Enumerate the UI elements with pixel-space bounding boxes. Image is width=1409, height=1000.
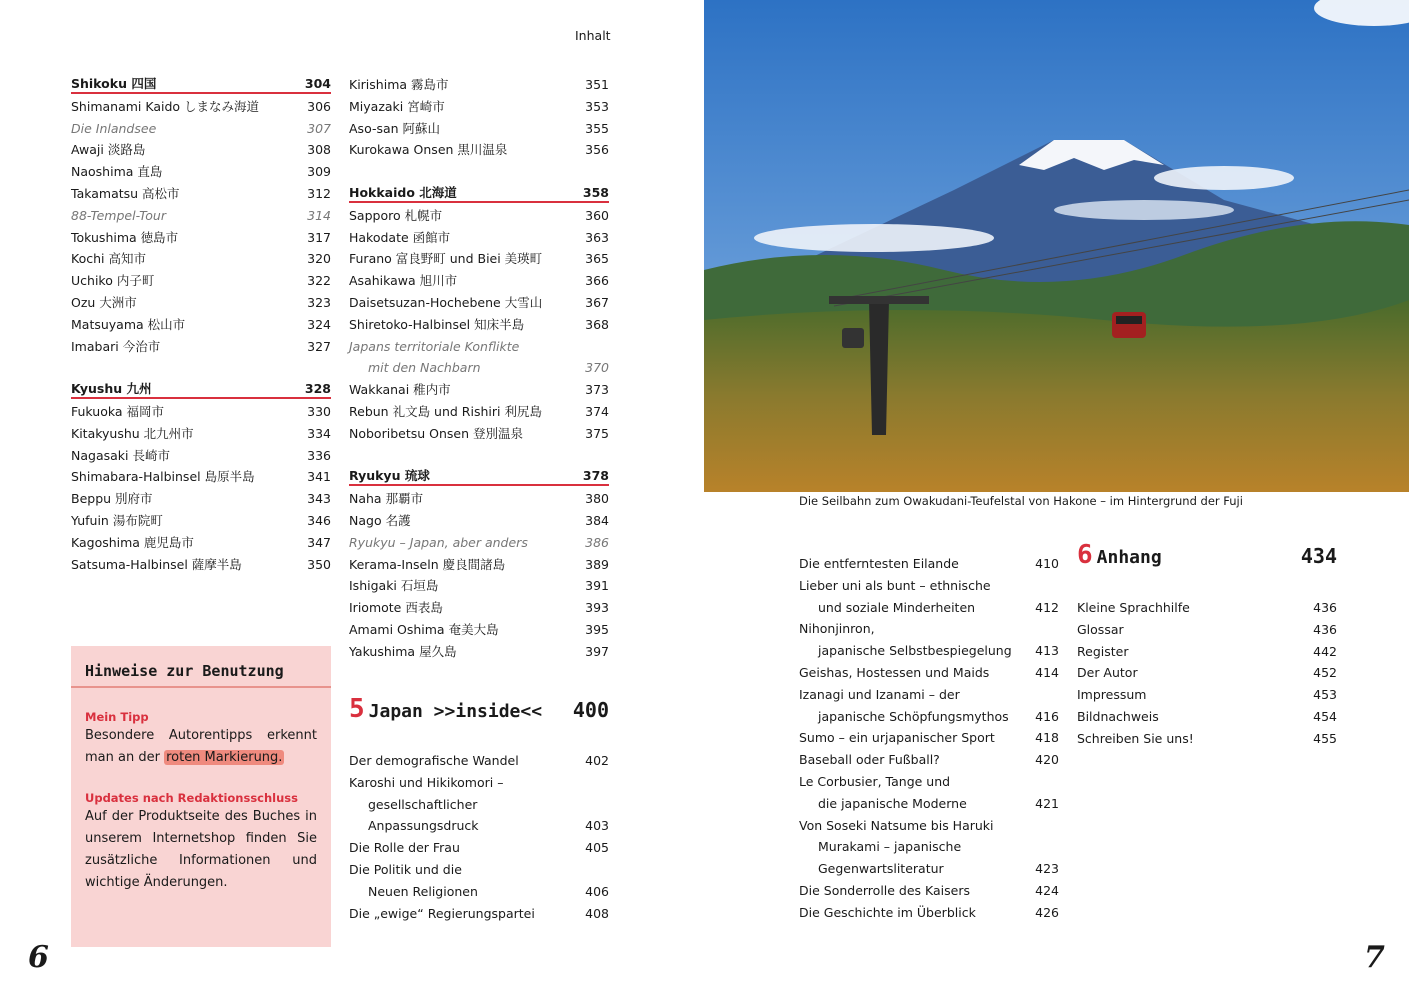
toc-entry-title: Kirishima 霧島市 [349,77,449,92]
toc-entry-title: japanische Selbstbespiegelung [818,643,1012,659]
toc-entry-title: japanische Schöpfungsmythos [818,708,1009,724]
toc-section-heading [349,466,609,486]
toc-entry [799,618,1059,640]
toc-entry-page: 405 [585,840,609,856]
toc-entry-page: 324 [307,316,331,332]
toc-entry-title: und soziale Minderheiten [818,599,976,615]
toc-entry-page: 442 [1313,643,1337,659]
toc-entry-page: 408 [585,905,609,921]
toc-entry [349,619,609,641]
toc-entry-page: 436 [1313,600,1337,615]
toc-entry [71,445,331,467]
toc-entry [799,553,1059,575]
toc-entry-page: 330 [307,403,331,419]
toc-entry-title: Tokushima 徳島市 [71,229,179,245]
toc-entry-page: 423 [1035,861,1059,877]
toc-entry-page: 374 [585,403,609,419]
toc-entry-title: Die entferntesten Eilande [799,556,959,571]
toc-entry [349,488,609,510]
toc-entry [349,270,609,292]
toc-entry-title: Beppu 別府市 [71,491,153,507]
toc-list [349,750,609,924]
toc-entry-title: Die Inlandsee [71,120,157,136]
running-header: Inhalt [575,28,611,43]
toc-entry-page: 355 [585,120,609,136]
toc-entry-title: Sapporo 札幌市 [349,207,443,223]
toc-entry-title: Sumo – ein urjapanischer Sport [799,730,995,746]
chapter-5-heading [349,694,609,724]
toc-entry-page: 343 [307,491,331,507]
toc-entry-title: Awaji 淡路島 [71,142,146,158]
toc-entry-title: Daisetsuzan-Hochebene 大雪山 [349,294,543,310]
tip-text-part: Besondere Autorentipps erkennt man an der [85,728,317,765]
toc-entry-title: Shikoku 四国 [71,76,157,91]
toc-entry-title: Uchiko 内子町 [71,273,155,289]
toc-entry-title: Register [1077,643,1129,659]
chapter-6-heading [1077,540,1337,570]
toc-entry-page: 403 [585,818,609,834]
toc-entry-page: 307 [307,120,331,136]
toc-entry [1077,641,1337,663]
toc-entry-title: Kagoshima 鹿児島市 [71,534,194,550]
toc-entry-page: 373 [585,382,609,398]
toc-entry-title: Von Soseki Natsume bis Haruki [799,817,994,833]
toc-entry-page: 351 [585,77,609,92]
toc-entry [349,314,609,336]
toc-entry [799,575,1059,597]
toc-entry-page: 353 [585,98,609,114]
toc-entry-title: Wakkanai 稚内市 [349,382,451,398]
toc-entry [349,118,609,140]
toc-entry [1077,662,1337,684]
toc-entry-page: 360 [585,207,609,223]
toc-entry-page: 306 [307,98,331,114]
toc-entry [799,684,1059,706]
red-marker-highlight: roten Markierung. [166,750,283,765]
toc-entry [71,532,331,554]
toc-entry-page: 327 [307,338,331,354]
toc-entry [71,510,331,532]
toc-entry [71,183,331,205]
toc-entry [349,74,609,96]
toc-entry [349,815,609,837]
toc-entry [1077,619,1337,641]
toc-entry-page: 378 [582,468,609,484]
toc-entry-title: Imabari 今治市 [71,338,161,354]
toc-entry [71,139,331,161]
toc-entry-page: 393 [585,600,609,616]
toc-entry-title: mit den Nachbarn [368,360,481,376]
toc-entry [71,401,331,423]
toc-entry-title: Der Autor [1077,665,1138,681]
toc-entry-page: 436 [1313,621,1337,637]
toc-entry-page: 347 [307,534,331,550]
toc-entry [799,662,1059,684]
toc-entry [71,227,331,249]
toc-entry-title: Ozu 大洲市 [71,294,137,310]
toc-entry [349,837,609,859]
toc-entry-page: 322 [307,273,331,289]
toc-entry-title: Kochi 高知市 [71,251,146,267]
toc-inside-left [349,750,609,924]
chapter-number: 6 [1077,540,1093,570]
toc-entry-page: 454 [1313,708,1337,724]
toc-section-kyushu [71,379,331,575]
toc-entry-title: Kyushu 九州 [71,381,152,397]
toc-entry-page: 412 [1035,599,1059,615]
toc-entry-title: Matsuyama 松山市 [71,316,186,332]
toc-entry-title: Shimabara-Halbinsel 島原半島 [71,469,255,485]
toc-entry [349,379,609,401]
toc-entry-title: Fukuoka 福岡市 [71,403,165,419]
toc-entry-page: 395 [585,621,609,637]
toc-entry-title: Die Sonderrolle des Kaisers [799,882,971,898]
toc-section-kyushu-cont [349,74,609,161]
toc-entry [349,903,609,925]
toc-entry-title: Iriomote 西表島 [349,600,443,616]
toc-section-ryukyu [349,466,609,662]
toc-entry [71,336,331,358]
toc-entry-page: 366 [585,273,609,289]
right-page [704,0,1409,1000]
toc-entry [349,423,609,445]
toc-entry [1077,597,1337,619]
toc-entry [349,292,609,314]
toc-entry [349,401,609,423]
toc-section-shikoku [71,74,331,357]
toc-entry-title: Karoshi und Hikikomori – [349,774,504,790]
photo-illustration [704,0,1409,492]
toc-entry [71,118,331,140]
toc-entry [799,706,1059,728]
toc-entry [71,248,331,270]
toc-entry [1077,728,1337,750]
toc-list [1077,597,1337,750]
toc-entry-title: 88-Tempel-Tour [71,207,166,223]
toc-entry-title: Miyazaki 宮崎市 [349,98,445,114]
toc-entry [71,554,331,576]
toc-entry [349,205,609,227]
page-number-left: 6 [28,940,49,975]
toc-entry [71,205,331,227]
chapter-number: 5 [349,694,365,724]
usage-hints-box [71,646,331,947]
toc-entry [799,640,1059,662]
toc-entry-page: 424 [1035,882,1059,898]
toc-entry [349,881,609,903]
toc-entry-page: 452 [1313,665,1337,681]
toc-entry [799,880,1059,902]
toc-entry-page: 356 [585,142,609,158]
updates-text: Auf der Produktseite des Buches in unserem Internetshop finden Sie zusätzliche Informationen und wichtige Änderungen. [85,809,317,890]
toc-entry-title: Neuen Religionen [368,883,478,899]
toc-entry-page: 375 [585,425,609,441]
toc-entry-page: 416 [1035,708,1059,724]
toc-entry-title: Nago 名護 [349,512,411,528]
left-page [0,0,704,1000]
toc-entry [71,488,331,510]
chapter-title: Japan >>inside<< [368,701,543,722]
toc-entry-title: Die Geschichte im Überblick [799,904,976,920]
toc-entry-title: Rebun 礼文島 und Rishiri 利尻島 [349,403,542,419]
toc-entry-title: Aso-san 阿蘇山 [349,120,441,136]
toc-entry-title: Japans territoriale Konflikte [349,338,520,354]
toc-entry [71,466,331,488]
toc-entry [349,357,609,379]
toc-entry-page: 341 [307,469,331,485]
toc-entry-title: Takamatsu 高松市 [71,185,180,201]
toc-entry-title: Shimanami Kaido しまなみ海道 [71,98,260,114]
toc-entry [1077,706,1337,728]
toc-list [799,553,1059,924]
toc-entry [799,858,1059,880]
toc-entry [799,597,1059,619]
toc-entry-title: Gegenwartsliteratur [818,861,944,877]
toc-column-2 [349,74,609,663]
toc-entry-page: 367 [585,294,609,310]
fuji-cable-car-photo [704,0,1409,492]
toc-entry [349,96,609,118]
toc-entry-page: 418 [1035,730,1059,746]
toc-entry [1077,684,1337,706]
toc-entry-title: gesellschaftlicher [368,796,478,812]
toc-column-1 [71,74,331,575]
toc-entry [349,772,609,794]
toc-entry-title: Ryukyu 琉球 [349,468,430,484]
toc-entry [71,423,331,445]
toc-entry-title: Hakodate 函館市 [349,229,451,245]
toc-entry-title: Murakami – japanische [818,839,962,855]
toc-entry-page: 389 [585,556,609,572]
toc-entry-page: 363 [585,229,609,245]
toc-section-hokkaido [349,183,609,445]
toc-entry [799,727,1059,749]
toc-entry-page: 406 [585,883,609,899]
toc-entry [71,96,331,118]
toc-entry-title: Le Corbusier, Tange und [799,773,951,789]
toc-entry-page: 350 [307,556,331,572]
toc-anhang [1077,597,1337,750]
toc-entry-page: 421 [1035,795,1059,811]
toc-entry [349,859,609,881]
toc-entry-title: Nihonjinron, [799,621,875,637]
toc-entry [349,227,609,249]
toc-entry-page: 320 [307,251,331,267]
toc-entry-title: Yufuin 湯布院町 [71,512,163,528]
toc-entry-title: Hokkaido 北海道 [349,184,457,200]
toc-entry-page: 334 [307,425,331,441]
toc-entry [799,902,1059,924]
toc-entry [349,554,609,576]
toc-entry-title: Noboribetsu Onsen 登別温泉 [349,425,523,441]
toc-entry-page: 370 [585,360,609,376]
toc-entry-title: Ishigaki 石垣島 [349,578,439,594]
toc-entry-page: 308 [307,142,331,158]
photo-caption: Die Seilbahn zum Owakudani-Teufelstal von Hakone – im Hintergrund der Fuji [799,494,1243,508]
toc-entry-page: 414 [1035,664,1059,680]
toc-entry-title: Die Politik und die [349,861,462,877]
page-number-right: 7 [1364,940,1385,975]
toc-entry-page: 312 [307,185,331,201]
toc-entry-page: 314 [307,207,331,223]
toc-entry [71,292,331,314]
toc-entry-page: 426 [1035,904,1059,920]
toc-entry [799,815,1059,837]
toc-entry [349,641,609,663]
toc-entry-title: Naha 那覇市 [349,491,424,507]
toc-entry-title: Kitakyushu 北九州市 [71,425,194,441]
toc-entry-title: Satsuma-Halbinsel 薩摩半島 [71,556,242,572]
toc-entry-page: 453 [1313,687,1337,703]
toc-entry [349,750,609,772]
toc-entry-title: Naoshima 直島 [71,164,163,180]
toc-section-heading [71,74,331,94]
toc-entry-title: Glossar [1077,621,1124,637]
toc-entry [71,270,331,292]
toc-entry [349,336,609,358]
tip-text [85,725,317,769]
toc-entry-page: 336 [307,447,331,463]
toc-entry-title: Geishas, Hostessen und Maids [799,664,990,680]
toc-entry-title: Ryukyu – Japan, aber anders [349,534,528,550]
toc-entry [349,510,609,532]
toc-entry [349,597,609,619]
toc-entry [349,139,609,161]
toc-entry-page: 365 [585,251,609,267]
toc-entry-page: 413 [1035,643,1059,659]
toc-entry [349,248,609,270]
toc-entry-page: 317 [307,229,331,245]
toc-entry-page: 402 [585,753,609,768]
toc-entry [71,161,331,183]
toc-entry [799,749,1059,771]
toc-entry-title: Asahikawa 旭川市 [349,273,458,289]
toc-entry-title: Die Rolle der Frau [349,840,460,856]
toc-inside-right [799,553,1059,924]
toc-entry-title: Anpassungsdruck [368,818,479,834]
toc-entry-title: Kurokawa Onsen 黒川温泉 [349,142,508,158]
toc-entry-page: 410 [1035,556,1059,571]
toc-entry-title: Baseball oder Fußball? [799,752,940,768]
toc-entry [799,793,1059,815]
toc-entry-title: Amami Oshima 奄美大島 [349,621,499,637]
toc-entry-page: 368 [585,316,609,332]
toc-entry-page: 384 [585,512,609,528]
toc-entry-page: 346 [307,512,331,528]
toc-entry [71,314,331,336]
toc-entry-title: Impressum [1077,687,1147,703]
toc-entry [349,794,609,816]
toc-entry-page: 323 [307,294,331,310]
toc-section-heading [349,183,609,203]
toc-entry [349,575,609,597]
updates-heading: Updates nach Redaktionsschluss [85,791,298,805]
toc-entry-title: Die „ewige“ Regierungspartei [349,905,535,921]
toc-entry [799,771,1059,793]
toc-entry [799,836,1059,858]
toc-entry-title: die japanische Moderne [818,795,967,811]
toc-entry-page: 380 [585,491,609,507]
toc-entry-title: Kerama-Inseln 慶良間諸島 [349,556,506,572]
toc-entry-page: 304 [304,76,331,91]
toc-entry-page: 397 [585,643,609,659]
toc-entry-page: 391 [585,578,609,594]
toc-entry-title: Izanagi und Izanami – der [799,686,960,702]
chapter-page: 400 [572,698,609,722]
toc-entry-page: 309 [307,164,331,180]
toc-entry [349,532,609,554]
chapter-title: Anhang [1096,547,1162,568]
toc-entry-title: Furano 富良野町 und Biei 美瑛町 [349,251,543,267]
toc-entry-page: 455 [1313,730,1337,746]
toc-entry-title: Shiretoko-Halbinsel 知床半島 [349,316,525,332]
toc-entry-title: Bildnachweis [1077,708,1159,724]
toc-entry-page: 386 [585,534,609,550]
toc-entry-page: 420 [1035,752,1059,768]
toc-entry-title: Yakushima 屋久島 [349,643,457,659]
toc-entry-title: Kleine Sprachhilfe [1077,600,1190,615]
toc-entry-page: 328 [304,381,331,397]
toc-entry-page: 358 [582,184,609,200]
chapter-page: 434 [1300,544,1337,568]
toc-entry-title: Nagasaki 長崎市 [71,447,170,463]
tip-heading: Mein Tipp [85,710,149,724]
toc-entry-title: Der demografische Wandel [349,753,519,768]
tip-box-title: Hinweise zur Benutzung [71,646,331,688]
toc-entry-title: Schreiben Sie uns! [1077,730,1194,746]
toc-entry-title: Lieber uni als bunt – ethnische [799,577,991,593]
toc-section-heading [71,379,331,399]
